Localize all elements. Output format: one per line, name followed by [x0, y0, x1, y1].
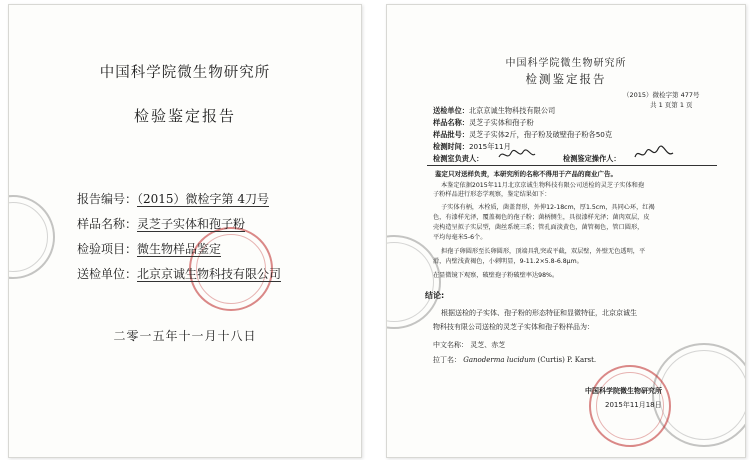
info-value: 灵芝子实体和孢子粉	[468, 118, 534, 127]
cn-name: 中文名称： 灵芝、赤芝	[433, 341, 506, 349]
body-line: 子粉样品进行形态学观察，鉴定结果如下：	[433, 191, 551, 198]
report-page-info: 共 1 页第 1 页	[650, 101, 693, 109]
conclusion-line: 物科技有限公司送检的灵芝子实体和孢子粉样品为：	[433, 323, 594, 331]
info-value: 2015年11月	[468, 142, 511, 151]
body-line: 担孢子卵圆形至长卵圆形，顶端具乳突或平截，双层壁，外壁无色透明，平	[441, 248, 646, 255]
signer-org: 中国科学院微生物研究所	[585, 387, 662, 395]
cover-page	[8, 4, 362, 458]
cover-field-number	[77, 190, 269, 207]
notice-text: 鉴定只对送样负责，本研究所的名称不得用于产品的商业广告。	[435, 170, 617, 178]
latin-label: 拉丁名：	[433, 356, 461, 364]
cover-date: 二零一五年十一月十八日	[113, 329, 257, 343]
info-label: 样品名称：	[433, 118, 469, 127]
conclusion-line: 根据送检的子实体、孢子粉的形态特征和显微特征，北京京诚生	[441, 309, 637, 317]
signature-operator	[633, 145, 675, 163]
cover-field-value: 灵芝子实体和孢子粉	[137, 217, 246, 231]
signature-responsible	[497, 147, 537, 163]
info-operator	[563, 154, 621, 164]
body-line: 壳构造呈拟子实层型，菌丝系统三系；管孔面淡黄色，菌管褐色，管口圆形，	[433, 224, 644, 231]
body-line: 在显微镜下观察，破壁孢子粉破壁率达98%。	[433, 272, 559, 279]
info-label: 检测时间：	[433, 142, 469, 151]
info-submitter	[433, 106, 555, 116]
cover-field-value: 微生物样品鉴定	[137, 242, 222, 256]
cover-field-item	[77, 240, 221, 257]
embossed-seal-right	[386, 235, 441, 329]
cover-field-label: 报告编号：	[77, 192, 138, 206]
report-number: （2015）微检字第 477号	[623, 91, 700, 99]
cover-field-value: 北京京诚生物科技有限公司	[137, 267, 282, 281]
body-line: 色，有漆样光泽，覆盖褐色的孢子粉；菌柄侧生，具很漆样光泽；菌肉双层，皮	[433, 214, 650, 221]
report-page	[386, 4, 746, 458]
cover-field-value: （2015）微检字第 4刀号	[137, 192, 270, 206]
embossed-seal-left	[8, 195, 55, 279]
body-line: 平均每毫米5-6个。	[433, 234, 487, 241]
cover-field-submitter	[77, 265, 281, 282]
body-line: 本鉴定依据2015年11月北京京诚生物科技有限公司送检的灵芝子实体和孢	[441, 182, 645, 189]
cover-field-sample	[77, 215, 245, 232]
cover-title: 检验鉴定报告	[133, 107, 236, 125]
signer-date: 2015年11月18日	[605, 401, 662, 409]
conclusion-label: 结论:	[425, 291, 445, 300]
info-sample	[433, 118, 534, 128]
cover-field-label: 样品名称：	[77, 217, 138, 231]
info-responsible	[433, 154, 483, 164]
body-line: 滑，内壁浅黄褐色，小刺明显，9-11.2×5.8-6.8μm。	[433, 258, 583, 265]
latin-authority: (Curtis) P. Karst.	[535, 356, 597, 364]
info-label: 检测室负责人：	[433, 154, 484, 163]
info-label: 检测鉴定操作人：	[563, 154, 621, 163]
info-batch	[433, 130, 612, 140]
report-org: 中国科学院微生物研究所	[505, 58, 627, 69]
info-label: 送检单位：	[433, 106, 469, 115]
latin-genus-species: Ganoderma lucidum	[463, 356, 536, 364]
latin-name	[433, 355, 596, 365]
report-title: 检测鉴定报告	[525, 72, 607, 86]
cover-field-label: 检验项目：	[77, 242, 138, 256]
divider	[427, 165, 717, 166]
info-value: 北京京诚生物科技有限公司	[468, 106, 556, 115]
info-label: 样品批号：	[433, 130, 469, 139]
info-value: 灵芝子实体2斤，孢子粉及破壁孢子粉各50克	[468, 130, 613, 139]
cover-field-label: 送检单位：	[77, 267, 138, 281]
cover-org: 中国科学院微生物研究所	[99, 65, 271, 81]
body-line: 子实体有柄，木栓质，菌盖肾形，外伸12-18cm，厚1.5cm，具同心环，红褐	[441, 204, 655, 211]
